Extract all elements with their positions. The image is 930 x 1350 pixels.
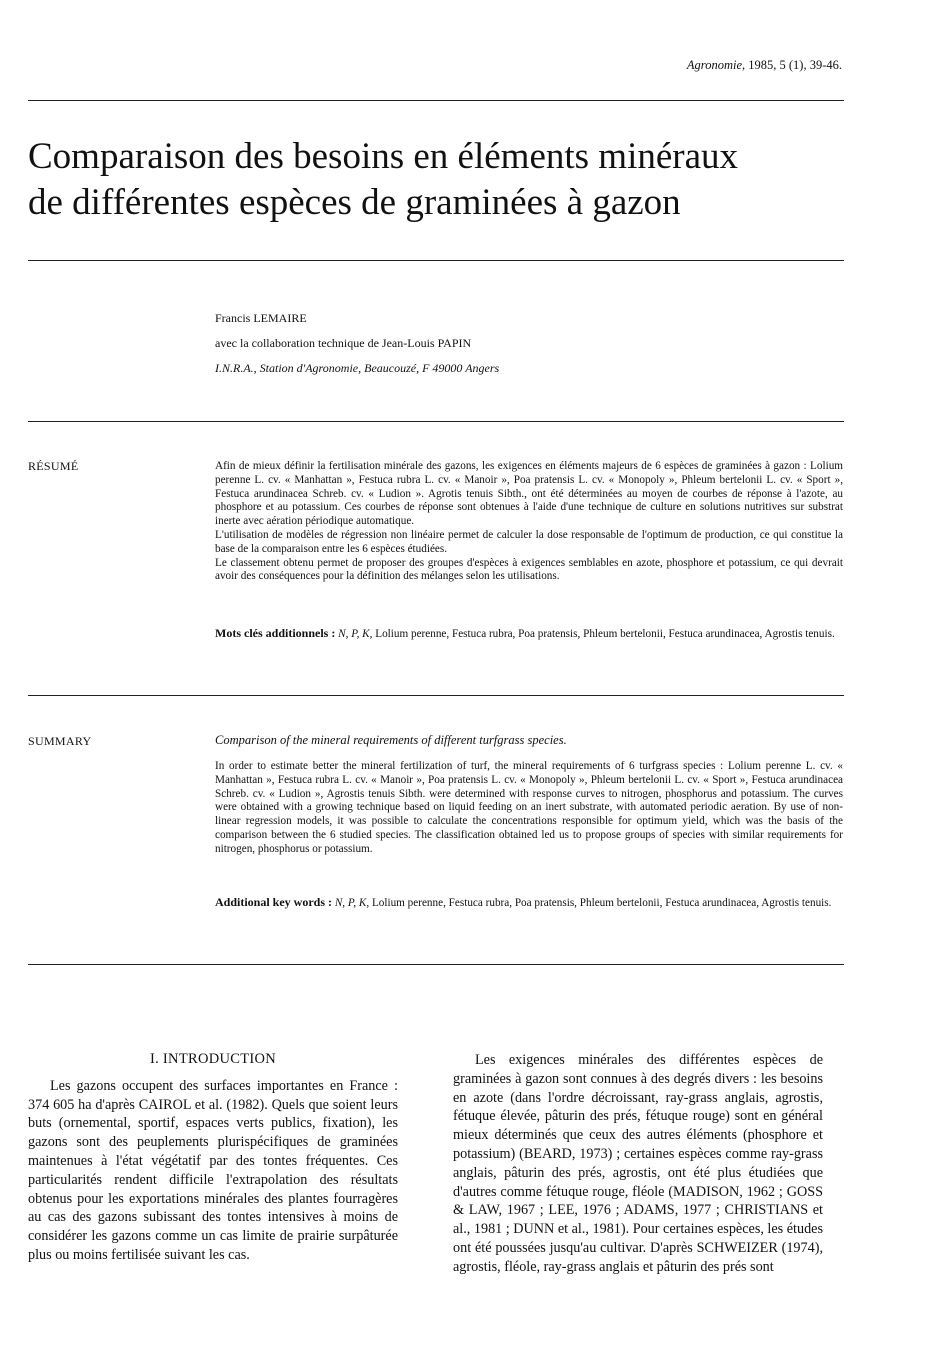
summary-paragraph: In order to estimate better the mineral fertilization of turf, the mineral requirements of 6 turfgrass species : Lolium perenne L. cv. « Manhattan », Festuca rubra L. cv. « Manoir », Poa pratensis L. cv. « Monopoly », Phleum bertelonii L. cv. « Sport », Festuca arundinacea Schreb. cv. « Ludion », Agrostis tenuis Sibth. were determined with response curves to nitrogen, phosphorus and potassium. The curves were obtained with a growing technique based on liquid feeding on an inert substrate, with automated periodic aeration. By use of non-linear regression models, it was possible to calculate the concentrations responsible for optimum yield, which was the basis of the comparison between the 6 studied species. The classification obtained led us to propose groups of species with similar requirements for nitrogen, phosphorus or potassium. <box>215 760 843 855</box>
divider <box>28 100 844 101</box>
summary-text <box>215 760 843 857</box>
title-line-1: Comparaison des besoins en éléments minéraux <box>28 136 739 177</box>
resume-keywords <box>215 626 843 641</box>
journal-citation <box>687 58 842 73</box>
author-name: Francis LEMAIRE <box>215 311 307 325</box>
resume-paragraph: Afin de mieux définir la fertilisation minérale des gazons, les exigences en éléments majeurs de 6 espèces de graminées à gazon : Lolium perenne L. cv. « Manhattan », Festuca rubra L. cv. « Manoir », Poa pratensis L. cv. « Monopoly », Phleum bertelonii L. cv. « Sport », Festuca arundinacea Schreb. cv. « Ludion ». Agrotis tenuis Sibth., ont été déterminées au moyen de courbes de réponse à l'azote, au phosphore et au potassium. Ces courbes de réponse sont obtenues à l'aide d'une technique de culture en solutions nutritives sur substrat inerte avec aération périodique automatique. <box>215 460 843 528</box>
keywords-list: Lolium perenne, Festuca rubra, Poa pratensis, Phleum bertelonii, Festuca arundinacea, Agrostis tenuis. <box>371 897 832 909</box>
journal-volume: 1985, 5 (1), 39-46. <box>748 58 842 72</box>
intro-paragraph: Les gazons occupent des surfaces importantes en France : 374 605 ha d'après CAIROL et al. (1982). Quels que soient leurs buts (ornemental, sportif, espaces verts publics, fixation), les gazons sont des peuplements plurispécifiques de graminées maintenues à l'état végétatif par des tontes fréquentes. Ces particularités rendent difficile l'extrapolation des résultats obtenus pour les exportations minérales des plantes fourragères au cas des gazons subissant des tontes intensives à moins de considérer les gazons comme un cas limite de prairie surpâturée plus ou moins fertilisée suivant les cas. <box>28 1077 398 1263</box>
resume-paragraph: L'utilisation de modèles de régression non linéaire permet de calculer la dose responsable de l'optimum de production, ce qui constitue la base de la comparaison entre les 6 espèces étudiées. <box>215 528 843 555</box>
divider <box>28 260 844 261</box>
divider <box>28 421 844 422</box>
intro-paragraph: Les exigences minérales des différentes espèces de graminées à gazon sont connues à des degrés divers : les besoins en azote (dans l'ordre décroissant, ray-grass anglais, agrostis, fétuque élevée, pâturin des prés, fétuque rouge) sont en général mieux déterminés que ceux des autres éléments (phosphore et potassium) (BEARD, 1973) ; certaines espèces comme ray-grass anglais, pâturin des prés, agrostis, ont été plus étudiées que d'autres comme fétuque rouge, fléole (MADISON, 1962 ; GOSS & LAW, 1967 ; LEE, 1976 ; ADAMS, 1977 ; CHRISTIANS et al., 1981 ; DUNN et al., 1981). Pour certaines espèces, les études ont été poussées jusqu'au cultivar. D'après SCHWEIZER (1974), agrostis, fléole, ray-grass anglais et pâturin des prés sont <box>453 1052 823 1275</box>
author-affiliation: I.N.R.A., Station d'Agronomie, Beaucouzé, F 49000 Angers <box>215 361 500 375</box>
intro-left-column <box>28 1050 398 1265</box>
keywords-label: Additional key words : <box>215 895 333 909</box>
author-block <box>215 306 499 381</box>
resume-label: RÉSUMÉ <box>28 459 79 473</box>
article-title <box>28 134 888 226</box>
intro-right-column <box>453 1051 823 1277</box>
author-collaboration: avec la collaboration technique de Jean-Louis PAPIN <box>215 336 472 350</box>
section-heading: I. INTRODUCTION <box>149 1051 277 1067</box>
keywords-label: Mots clés additionnels : <box>215 626 336 640</box>
resume-text <box>215 460 843 584</box>
summary-keywords <box>215 895 843 910</box>
resume-paragraph: Le classement obtenu permet de proposer des groupes d'espèces à exigences semblables en azote, phosphore et potassium, ce qui devrait avoir des conséquences pour la définition des mélanges selon les utilisations. <box>215 556 843 583</box>
summary-label: SUMMARY <box>28 734 92 748</box>
keywords-npk: N, P, K, <box>338 628 373 640</box>
keywords-list: Lolium perenne, Festuca rubra, Poa pratensis, Phleum bertelonii, Festuca arundinacea, Agrostis tenuis. <box>375 628 835 640</box>
divider <box>28 695 844 696</box>
summary-title: Comparison of the mineral requirements of different turfgrass species. <box>215 733 567 747</box>
keywords-npk: N, P, K, <box>334 897 370 909</box>
divider <box>28 964 844 965</box>
journal-name: Agronomie, <box>686 58 746 72</box>
title-line-2: de différentes espèces de graminées à gazon <box>28 182 681 223</box>
